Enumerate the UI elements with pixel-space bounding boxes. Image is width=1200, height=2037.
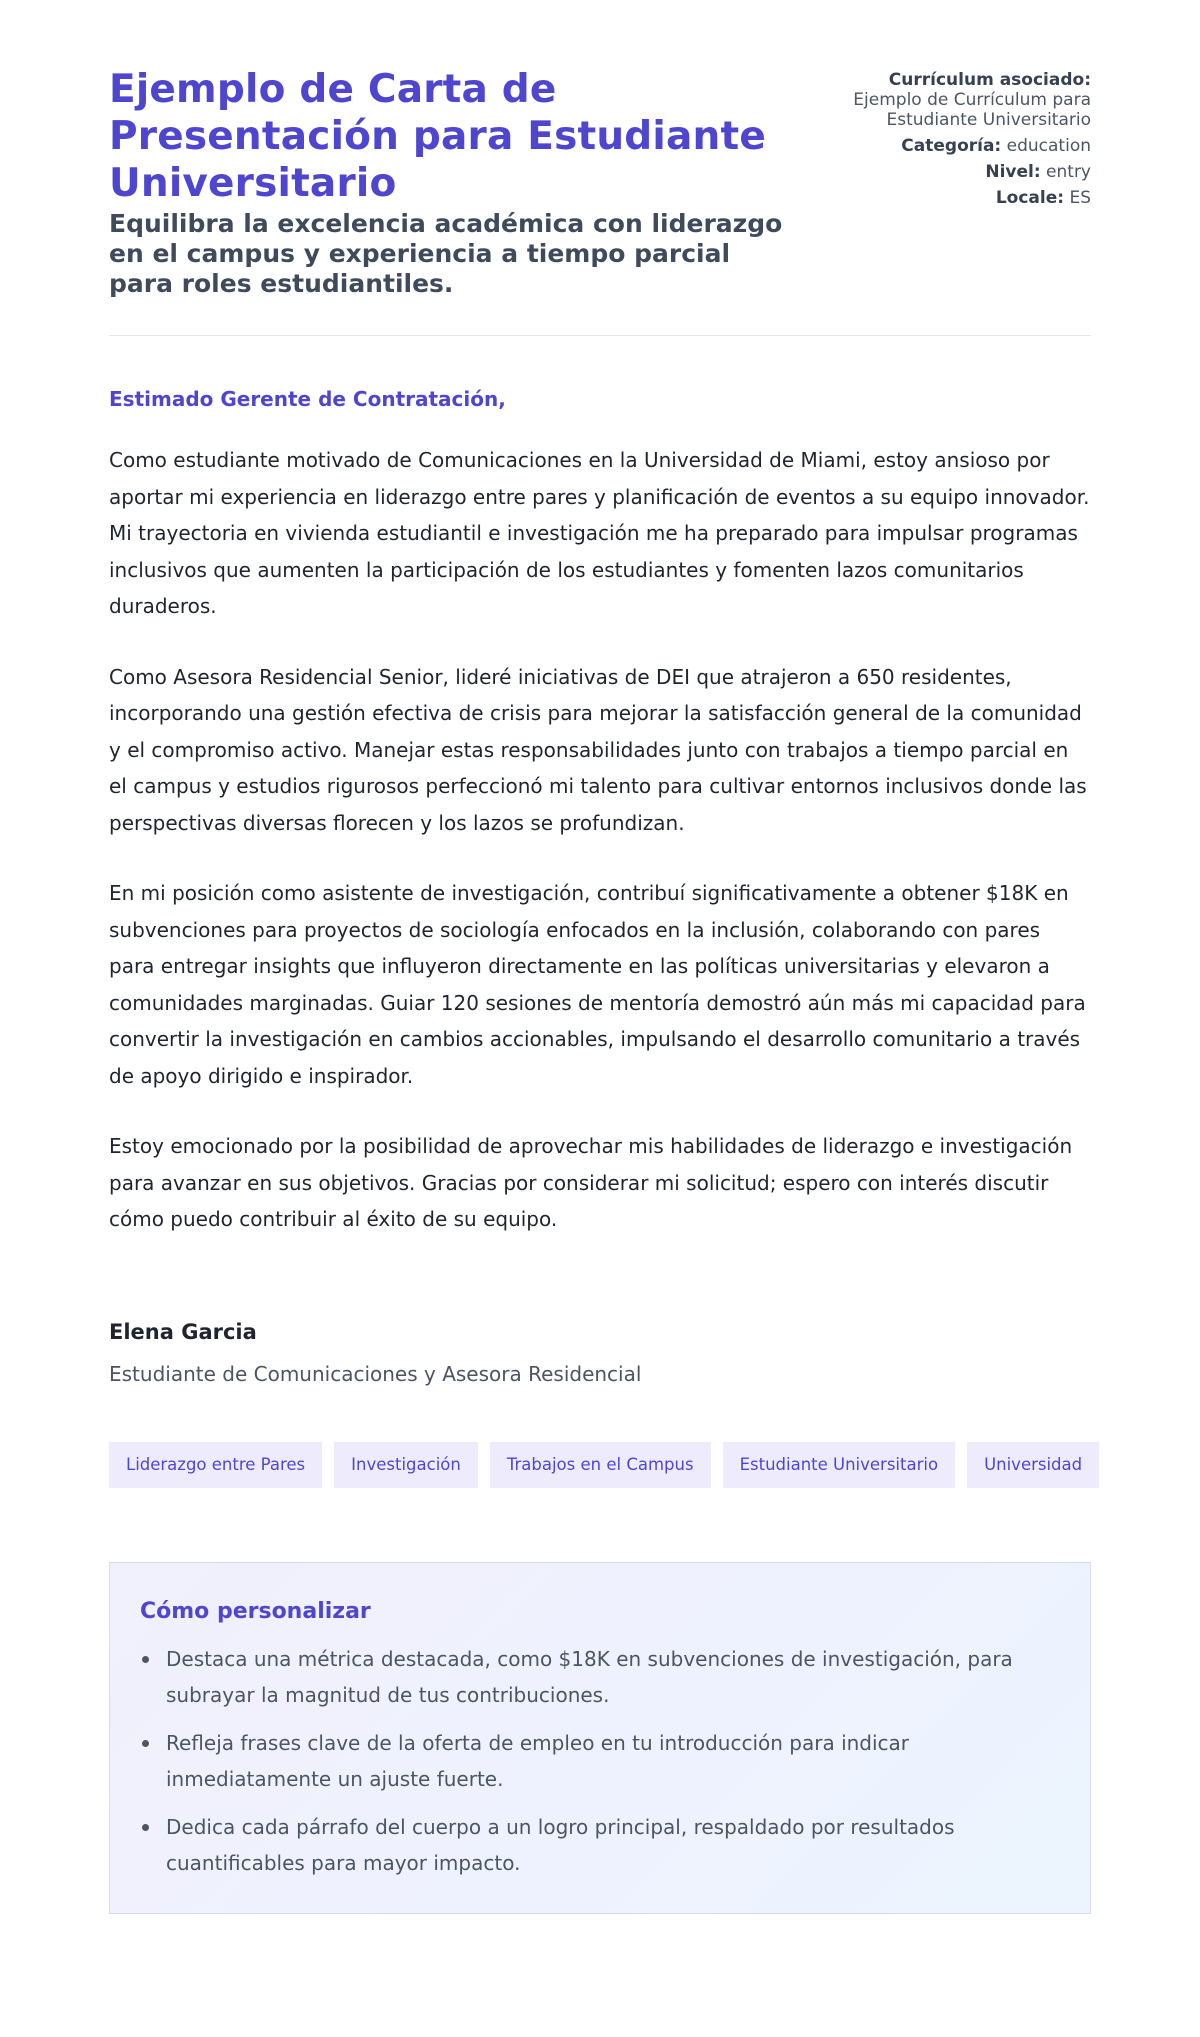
tag-chip[interactable]: Universidad bbox=[967, 1442, 1099, 1488]
page-title: Ejemplo de Carta de Presentación para Estudiante Universitario bbox=[109, 67, 766, 206]
tag-list bbox=[109, 1442, 1109, 1488]
letter-paragraph: Como Asesora Residencial Senior, lideré iniciativas de DEI que atrajeron a 650 residentes, incorporando una gestión efectiva de crisis para mejorar la satisfacción general de la comunidad y el compromiso activo. Manejar estas responsabilidades junto con trabajos a tiempo parcial en el campus y estudios rigurosos perfeccionó mi talento para cultivar entornos inclusivos donde las perspectivas diversas florecen y los lazos se profundizan. bbox=[109, 664, 1087, 835]
letter-paragraph: Como estudiante motivado de Comunicaciones en la Universidad de Miami, estoy ansioso por aportar mi experiencia en liderazgo entre pares y planificación de eventos a su equipo innovador. Mi trayectoria en vivienda estudiantil e investigación me ha preparado para impulsar programas inclusivos que aumenten la participación de los estudiantes y fomenten lazos comunitarios duraderos. bbox=[109, 448, 1090, 618]
tip-text: Refleja frases clave de la oferta de empleo en tu introducción para indicar inmediatamente un ajuste fuerte. bbox=[166, 1730, 910, 1791]
letter-body bbox=[109, 386, 1091, 1388]
bullet-icon bbox=[142, 1656, 149, 1663]
tips-list bbox=[140, 1641, 1060, 1881]
letter-paragraph: Estoy emocionado por la posibilidad de aprovechar mis habilidades de liderazgo e investigación para avanzar en sus objetivos. Gracias por considerar mi solicitud; espero con interés discutir cómo puedo contribuir al éxito de su equipo. bbox=[109, 1134, 1073, 1231]
meta-resume bbox=[789, 70, 1091, 130]
header-titles bbox=[109, 66, 789, 299]
tip-item bbox=[140, 1809, 1060, 1881]
meta-panel bbox=[789, 66, 1091, 214]
meta-level bbox=[789, 162, 1091, 182]
tip-text: Destaca una métrica destacada, como $18K en subvenciones de investigación, para subrayar la magnitud de tus contribuciones. bbox=[166, 1646, 1013, 1707]
letter-paragraph: En mi posición como asistente de investigación, contribuí significativamente a obtener $18K en subvenciones para proyectos de sociología enfocados en la inclusión, colaborando con pares para entregar insights que influyeron directamente en las políticas universitarias y elevaron a comunidades marginadas. Guiar 120 sesiones de mentoría demostró aún más mi capacidad para convertir la investigación en cambios accionables, impulsando el desarrollo comunitario a través de apoyo dirigido e inspirador. bbox=[109, 881, 1086, 1088]
tag-chip[interactable]: Liderazgo entre Pares bbox=[109, 1442, 322, 1488]
meta-level-value: entry bbox=[1046, 162, 1091, 182]
meta-resume-label: Currículum asociado: bbox=[888, 70, 1091, 90]
meta-category bbox=[789, 136, 1091, 156]
meta-category-label: Categoría: bbox=[901, 136, 1002, 156]
meta-resume-link[interactable]: Ejemplo de Currículum para Estudiante Universitario bbox=[853, 90, 1091, 130]
header-divider bbox=[109, 335, 1091, 336]
signature-role: Estudiante de Comunicaciones y Asesora Residencial bbox=[109, 1361, 642, 1386]
tip-text: Dedica cada párrafo del cuerpo a un logro principal, respaldado por resultados cuantificables para mayor impacto. bbox=[166, 1814, 955, 1875]
tip-item bbox=[140, 1641, 1060, 1713]
meta-level-label: Nivel: bbox=[985, 162, 1041, 182]
customization-tips bbox=[109, 1562, 1091, 1914]
tag-chip[interactable]: Trabajos en el Campus bbox=[490, 1442, 711, 1488]
meta-locale bbox=[789, 188, 1091, 208]
bullet-icon bbox=[142, 1824, 149, 1831]
letter-greeting: Estimado Gerente de Contratación, bbox=[109, 387, 506, 411]
tag-chip[interactable]: Estudiante Universitario bbox=[723, 1442, 955, 1488]
page-header bbox=[109, 66, 1091, 299]
tips-title: Cómo personalizar bbox=[140, 1598, 371, 1624]
tip-item bbox=[140, 1725, 1060, 1797]
tag-chip[interactable]: Investigación bbox=[334, 1442, 478, 1488]
meta-locale-value: ES bbox=[1069, 188, 1091, 208]
meta-category-value: education bbox=[1006, 136, 1091, 156]
signature-name: Elena Garcia bbox=[109, 1319, 257, 1344]
meta-locale-label: Locale: bbox=[995, 188, 1065, 208]
page-subtitle: Equilibra la excelencia académica con liderazgo en el campus y experiencia a tiempo parcial para roles estudiantiles. bbox=[109, 209, 783, 298]
bullet-icon bbox=[142, 1740, 149, 1747]
